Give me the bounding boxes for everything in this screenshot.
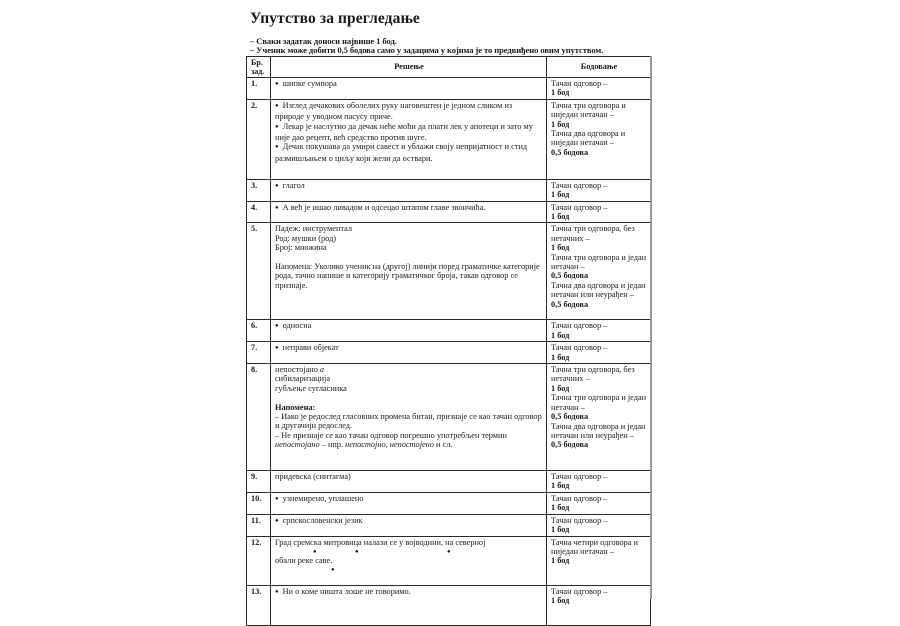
task-number: 3. [247,179,271,201]
solution-cell [271,320,547,342]
scoring-cell [547,471,651,493]
note-text: , [385,440,390,450]
table-row [247,492,651,514]
table-row [247,364,651,471]
solution-item: придевска (синтагма) [275,472,351,482]
scoring-text: Тачан одговор – [551,180,608,190]
table-row [247,514,651,536]
header-solution: Решење [271,57,547,78]
note-line: – Иако је редослед гласовних промена битан, признаје се као тачан одговор и другачији редослед. [275,412,542,431]
scoring-text: Тачна два одговора и један нетачан или неурађен – [551,280,646,300]
note-italic: непостојено [389,440,434,450]
table-header-row [247,57,651,78]
scoring-cell [547,201,651,223]
scoring-text: Тачан одговор – [551,472,608,482]
bullet-marker-icon: ● [447,548,451,555]
task-number: 4. [247,201,271,223]
solution-cell [271,514,547,536]
capitalization-markers [275,565,543,574]
scoring-points: 1 бод [551,88,570,98]
scoring-text: Тачан одговор – [551,79,608,88]
rule-max-points: – Сваки задатак доноси највише 1 бод. [250,36,397,46]
scoring-cell [547,514,651,536]
note-line [275,431,543,450]
page-title: Упутство за прегледање [250,10,420,27]
solution-item: ● узнемирено, уплашено [275,494,543,505]
scoring-points: 1 бод [551,243,570,253]
solution-cell [271,585,547,625]
spacer [275,253,543,262]
scoring-text: Тачан одговор – [551,343,608,353]
scoring-points: 0,5 бодова [551,412,589,422]
task-number: 1. [247,78,271,100]
bullet-marker-icon: ● [331,567,335,574]
solution-item: ● глагол [275,181,543,192]
table-row [247,342,651,364]
task-number: 7. [247,342,271,364]
solution-note: Напомена: Уколико ученик на (другој) линији поред граматичке категорије рода, тачно напише и категорију граматичког броја, такав одговор се признаје. [275,262,540,290]
scoring-text: Тачна четири одговора и ниједан нетачан – [551,537,638,556]
solution-item: ● Дечак покушава да умири савест и ублажи своју непријатност и стид размишљањем о циљу који жели да оствари. [275,142,543,163]
bullet-marker-icon: ● [313,548,317,555]
scoring-cell [547,78,651,100]
task-number: 9. [247,471,271,493]
spacer [275,393,543,402]
header-number: Бр. зад. [247,57,271,78]
solution-item: ● шипке сумпора [275,79,543,90]
task-number: 6. [247,320,271,342]
solution-sentence-line2: обали реке саве. [275,555,333,565]
scoring-points: 0,5 бодова [551,440,589,450]
scoring-cell [547,179,651,201]
solution-text: непостојано [275,365,320,375]
table-row [247,320,651,342]
scoring-cell [547,585,651,625]
task-number: 5. [247,223,271,320]
scoring-text: Тачан одговор – [551,586,608,596]
scoring-points: 0,5 бодова [551,147,589,157]
scoring-text: Тачан одговор – [551,321,608,331]
page-edge-shadow [650,56,652,599]
scoring-text: Тачан одговор – [551,202,608,212]
solution-line: губљење сугласника [275,383,347,393]
scoring-text: Тачна три одговора и један нетачан – [551,252,647,272]
task-number: 11. [247,514,271,536]
solution-cell [271,342,547,364]
solution-cell [271,364,547,471]
solution-item: ● српскословенски језик [275,516,543,527]
table-row [247,585,651,625]
scoring-text: Тачна два одговора и један нетачан или неурађен – [551,421,646,440]
solution-case: Падеж: инструментал [275,224,353,234]
solution-gender: Род: мушки (род) [275,233,337,243]
note-text: – Не признаје се као тачан одговор погрешно употребљен термин [275,430,507,440]
table-row [247,536,651,585]
scoring-text: Тачна три одговора и један нетачан – [551,393,647,412]
solution-cell [271,99,547,179]
note-text: и сл. [433,440,453,450]
solution-cell [271,179,547,201]
scoring-cell [547,492,651,514]
scoring-points: 1 бод [551,595,570,605]
scoring-points: 1 бод [551,330,570,340]
scoring-text: Тачна два одговора и ниједан нетачан – [551,129,626,148]
header-scoring: Бодовање [547,57,651,78]
table-row [247,471,651,493]
scoring-text: Тачна три одговора, без нетачних – [551,365,635,384]
solution-line: сибиларизација [275,374,331,384]
note-italic: непостојано [275,440,320,450]
solution-cell [271,536,547,585]
note-italic: непостојно [345,440,386,450]
solution-item: ● Ни о коме ништа лоше не говоримо. [275,587,543,598]
solution-cell [271,78,547,100]
table-row [247,78,651,100]
scoring-points: 1 бод [551,481,570,491]
scoring-points: 1 бод [551,383,570,393]
solution-cell [271,223,547,320]
solution-item: ● А већ је ишао ливадом и одсецао штапом главе звончића. [275,203,543,214]
table-row [247,179,651,201]
task-number: 2. [247,99,271,179]
task-number: 10. [247,492,271,514]
solution-line [275,365,543,374]
table-row [247,99,651,179]
scoring-table [246,56,651,626]
task-number: 13. [247,585,271,625]
solution-item: ● Лекар је наслутио да дечак неће моћи да плати лек у апотеци и зато му није дао рецепт, већ средство против шуге. [275,122,543,143]
solution-item: ● неправи објекат [275,343,543,354]
note-text: – нпр. [319,440,346,450]
note-label: Напомена: [275,402,316,412]
scoring-points: 1 бод [551,212,570,222]
scoring-text: Тачан одговор – [551,493,608,503]
solution-item: ● Изглед дечакових оболелих руку наговештен је једном сликом из природе у уводном пасусу приче. [275,101,543,122]
scoring-points: 0,5 бодова [551,299,589,309]
solution-italic: а [319,365,325,375]
scoring-cell [547,342,651,364]
task-number: 8. [247,364,271,471]
bullet-marker-icon: ● [355,548,359,555]
solution-sentence-line1: Град сремска митровица налази се у војводини, на северној [275,537,486,547]
scoring-points: 1 бод [551,525,570,535]
scoring-points: 1 бод [551,556,570,566]
scoring-points: 0,5 бодова [551,271,589,281]
rule-half-points: – Ученик може добити 0,5 бодова само у задацима у којима је то предвиђено овим упутством. [250,45,604,55]
scoring-cell [547,99,651,179]
scoring-points: 1 бод [551,190,570,200]
solution-item: ● односна [275,321,543,332]
capitalization-markers [275,547,543,556]
solution-cell [271,492,547,514]
table-row [247,201,651,223]
scoring-points: 1 бод [551,119,570,129]
solution-number: Број: множина [275,243,327,253]
scoring-text: Тачна три одговора, без нетачних – [551,224,635,243]
solution-cell [271,471,547,493]
scoring-cell [547,320,651,342]
scoring-text: Тачна три одговора и ниједан нетачан – [551,100,626,120]
scoring-text: Тачан одговор – [551,515,608,525]
solution-cell [271,201,547,223]
scoring-cell [547,536,651,585]
task-number: 12. [247,536,271,585]
scoring-cell [547,364,651,471]
table-row [247,223,651,320]
scoring-cell [547,223,651,320]
scoring-points: 1 бод [551,503,570,513]
scoring-points: 1 бод [551,352,570,362]
